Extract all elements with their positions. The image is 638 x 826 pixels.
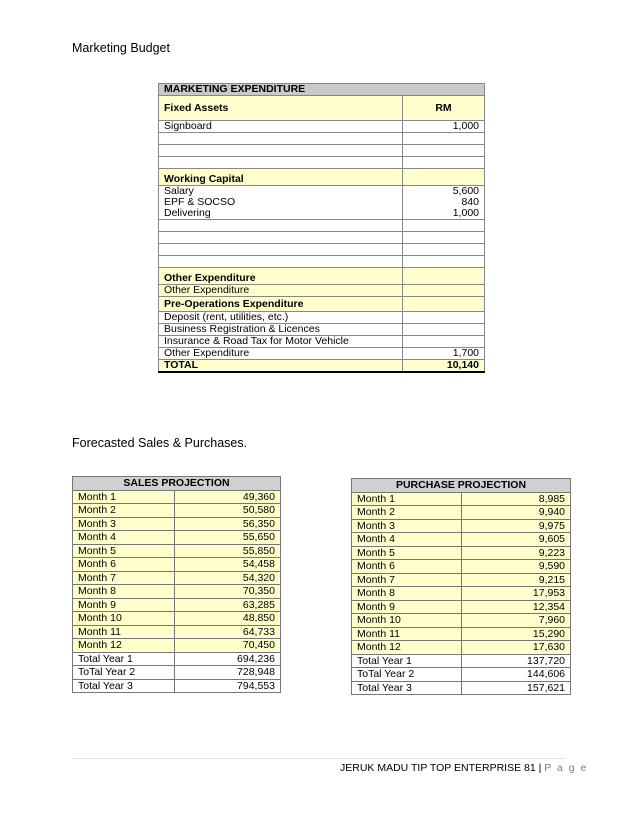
sales-projection-table <box>72 476 281 693</box>
table-row <box>352 641 571 655</box>
row-value: 157,621 <box>462 681 571 695</box>
total-row <box>73 666 281 680</box>
row-value: 63,285 <box>175 598 281 612</box>
row-value: 9,590 <box>462 560 571 574</box>
row-value: 55,850 <box>175 544 281 558</box>
table-row <box>73 598 281 612</box>
fixed-assets-label: Fixed Assets <box>159 96 403 121</box>
footer-page-number: 81 <box>524 762 536 774</box>
table-row <box>73 585 281 599</box>
empty-cell <box>159 244 403 256</box>
insurance-label: Insurance & Road Tax for Motor Vehicle <box>159 336 403 348</box>
empty-cell <box>403 220 485 232</box>
table-row <box>352 587 571 601</box>
purchase-projection-title: PURCHASE PROJECTION <box>352 479 571 493</box>
row-label: Month 6 <box>352 560 462 574</box>
row-label: Month 1 <box>352 492 462 506</box>
row-label: Total Year 3 <box>352 681 462 695</box>
row-label: Month 7 <box>352 573 462 587</box>
row-value: 728,948 <box>175 666 281 680</box>
total-row <box>73 652 281 666</box>
row-label: Total Year 3 <box>73 679 175 693</box>
total-label: TOTAL <box>159 360 403 373</box>
row-value: 54,458 <box>175 558 281 572</box>
row-label: Month 9 <box>73 598 175 612</box>
row-value: 8,985 <box>462 492 571 506</box>
table-row <box>352 627 571 641</box>
empty-cell <box>403 324 485 336</box>
empty-cell <box>403 268 485 285</box>
row-label: Month 12 <box>352 641 462 655</box>
row-value: 48,850 <box>175 612 281 626</box>
purchase-totals <box>352 654 571 695</box>
row-value: 9,605 <box>462 533 571 547</box>
row-value: 9,223 <box>462 546 571 560</box>
row-value: 17,630 <box>462 641 571 655</box>
total-row <box>352 668 571 682</box>
empty-cell <box>403 312 485 324</box>
row-label: Month 9 <box>352 600 462 614</box>
row-value: 9,975 <box>462 519 571 533</box>
empty-cell <box>159 145 403 157</box>
deposit-label: Deposit (rent, utilities, etc.) <box>159 312 403 324</box>
table-row <box>73 544 281 558</box>
row-label: ToTal Year 2 <box>73 666 175 680</box>
table-row <box>352 533 571 547</box>
row-value: 137,720 <box>462 654 571 668</box>
table-row <box>352 560 571 574</box>
rm-label: RM <box>403 96 485 121</box>
empty-cell <box>159 133 403 145</box>
empty-cell <box>403 157 485 169</box>
table-row <box>73 558 281 572</box>
delivering-value: 1,000 <box>403 208 485 220</box>
empty-cell <box>403 297 485 312</box>
table-row <box>352 546 571 560</box>
total-row <box>352 681 571 695</box>
row-label: Month 3 <box>352 519 462 533</box>
table-row <box>352 519 571 533</box>
marketing-budget-heading: Marketing Budget <box>72 41 170 55</box>
row-label: ToTal Year 2 <box>352 668 462 682</box>
signboard-value: 1,000 <box>403 121 485 133</box>
row-label: Month 1 <box>73 490 175 504</box>
table-row <box>73 639 281 653</box>
footer-divider <box>72 758 566 759</box>
row-value: 64,733 <box>175 625 281 639</box>
empty-cell <box>159 157 403 169</box>
row-label: Total Year 1 <box>352 654 462 668</box>
empty-cell <box>403 232 485 244</box>
footer-company: JERUK MADU TIP TOP ENTERPRISE <box>340 762 522 774</box>
row-label: Month 4 <box>352 533 462 547</box>
row-value: 7,960 <box>462 614 571 628</box>
row-value: 70,350 <box>175 585 281 599</box>
table-row <box>73 612 281 626</box>
row-label: Month 5 <box>352 546 462 560</box>
row-value: 55,650 <box>175 531 281 545</box>
row-label: Month 2 <box>352 506 462 520</box>
salary-label: Salary <box>159 186 403 198</box>
empty-cell <box>403 133 485 145</box>
page-footer <box>340 762 588 774</box>
forecast-heading: Forecasted Sales & Purchases. <box>72 436 248 450</box>
row-label: Month 7 <box>73 571 175 585</box>
footer-separator: | <box>538 762 542 774</box>
empty-cell <box>403 145 485 157</box>
epf-value: 840 <box>403 197 485 208</box>
working-capital-label: Working Capital <box>159 169 403 186</box>
empty-cell <box>403 256 485 268</box>
empty-cell <box>159 232 403 244</box>
empty-cell <box>403 336 485 348</box>
row-value: 694,236 <box>175 652 281 666</box>
row-label: Month 2 <box>73 504 175 518</box>
row-value: 144,606 <box>462 668 571 682</box>
table-row <box>352 492 571 506</box>
row-label: Total Year 1 <box>73 652 175 666</box>
row-value: 9,940 <box>462 506 571 520</box>
sales-totals <box>73 652 281 693</box>
row-label: Month 10 <box>73 612 175 626</box>
row-value: 12,354 <box>462 600 571 614</box>
row-label: Month 3 <box>73 517 175 531</box>
marketing-expenditure-table <box>158 83 485 373</box>
total-row <box>73 679 281 693</box>
row-value: 15,290 <box>462 627 571 641</box>
row-value: 794,553 <box>175 679 281 693</box>
other-expenditure-row: Other Expenditure <box>159 285 403 297</box>
pre-operations-label: Pre-Operations Expenditure <box>159 297 403 312</box>
total-row <box>352 654 571 668</box>
table-row <box>73 571 281 585</box>
row-label: Month 5 <box>73 544 175 558</box>
registration-label: Business Registration & Licences <box>159 324 403 336</box>
delivering-label: Delivering <box>159 208 403 220</box>
empty-cell <box>403 169 485 186</box>
row-value: 9,215 <box>462 573 571 587</box>
signboard-label: Signboard <box>159 121 403 133</box>
other-expenditure-final-value: 1,700 <box>403 348 485 360</box>
empty-cell <box>159 256 403 268</box>
salary-value: 5,600 <box>403 186 485 198</box>
row-label: Month 8 <box>73 585 175 599</box>
row-value: 17,953 <box>462 587 571 601</box>
row-label: Month 11 <box>73 625 175 639</box>
empty-cell <box>159 220 403 232</box>
table-row <box>73 517 281 531</box>
table-row <box>73 490 281 504</box>
footer-page-label: P a g e <box>544 762 588 774</box>
empty-cell <box>403 285 485 297</box>
row-label: Month 10 <box>352 614 462 628</box>
sales-projection-title: SALES PROJECTION <box>73 477 281 491</box>
row-value: 70,450 <box>175 639 281 653</box>
table-row <box>73 531 281 545</box>
row-label: Month 8 <box>352 587 462 601</box>
row-value: 49,360 <box>175 490 281 504</box>
row-value: 56,350 <box>175 517 281 531</box>
empty-cell <box>403 244 485 256</box>
table-row <box>352 573 571 587</box>
purchase-rows <box>352 492 571 654</box>
row-label: Month 12 <box>73 639 175 653</box>
table-row <box>352 506 571 520</box>
table-row <box>352 600 571 614</box>
other-expenditure-title: Other Expenditure <box>159 268 403 285</box>
sales-rows <box>73 490 281 652</box>
epf-label: EPF & SOCSO <box>159 197 403 208</box>
marketing-table-title: MARKETING EXPENDITURE <box>159 84 485 96</box>
other-expenditure-final-label: Other Expenditure <box>159 348 403 360</box>
purchase-projection-table <box>351 478 571 695</box>
row-value: 54,320 <box>175 571 281 585</box>
total-value: 10,140 <box>403 360 485 373</box>
row-label: Month 4 <box>73 531 175 545</box>
table-row <box>73 625 281 639</box>
row-label: Month 11 <box>352 627 462 641</box>
table-row <box>352 614 571 628</box>
table-row <box>73 504 281 518</box>
row-value: 50,580 <box>175 504 281 518</box>
row-label: Month 6 <box>73 558 175 572</box>
